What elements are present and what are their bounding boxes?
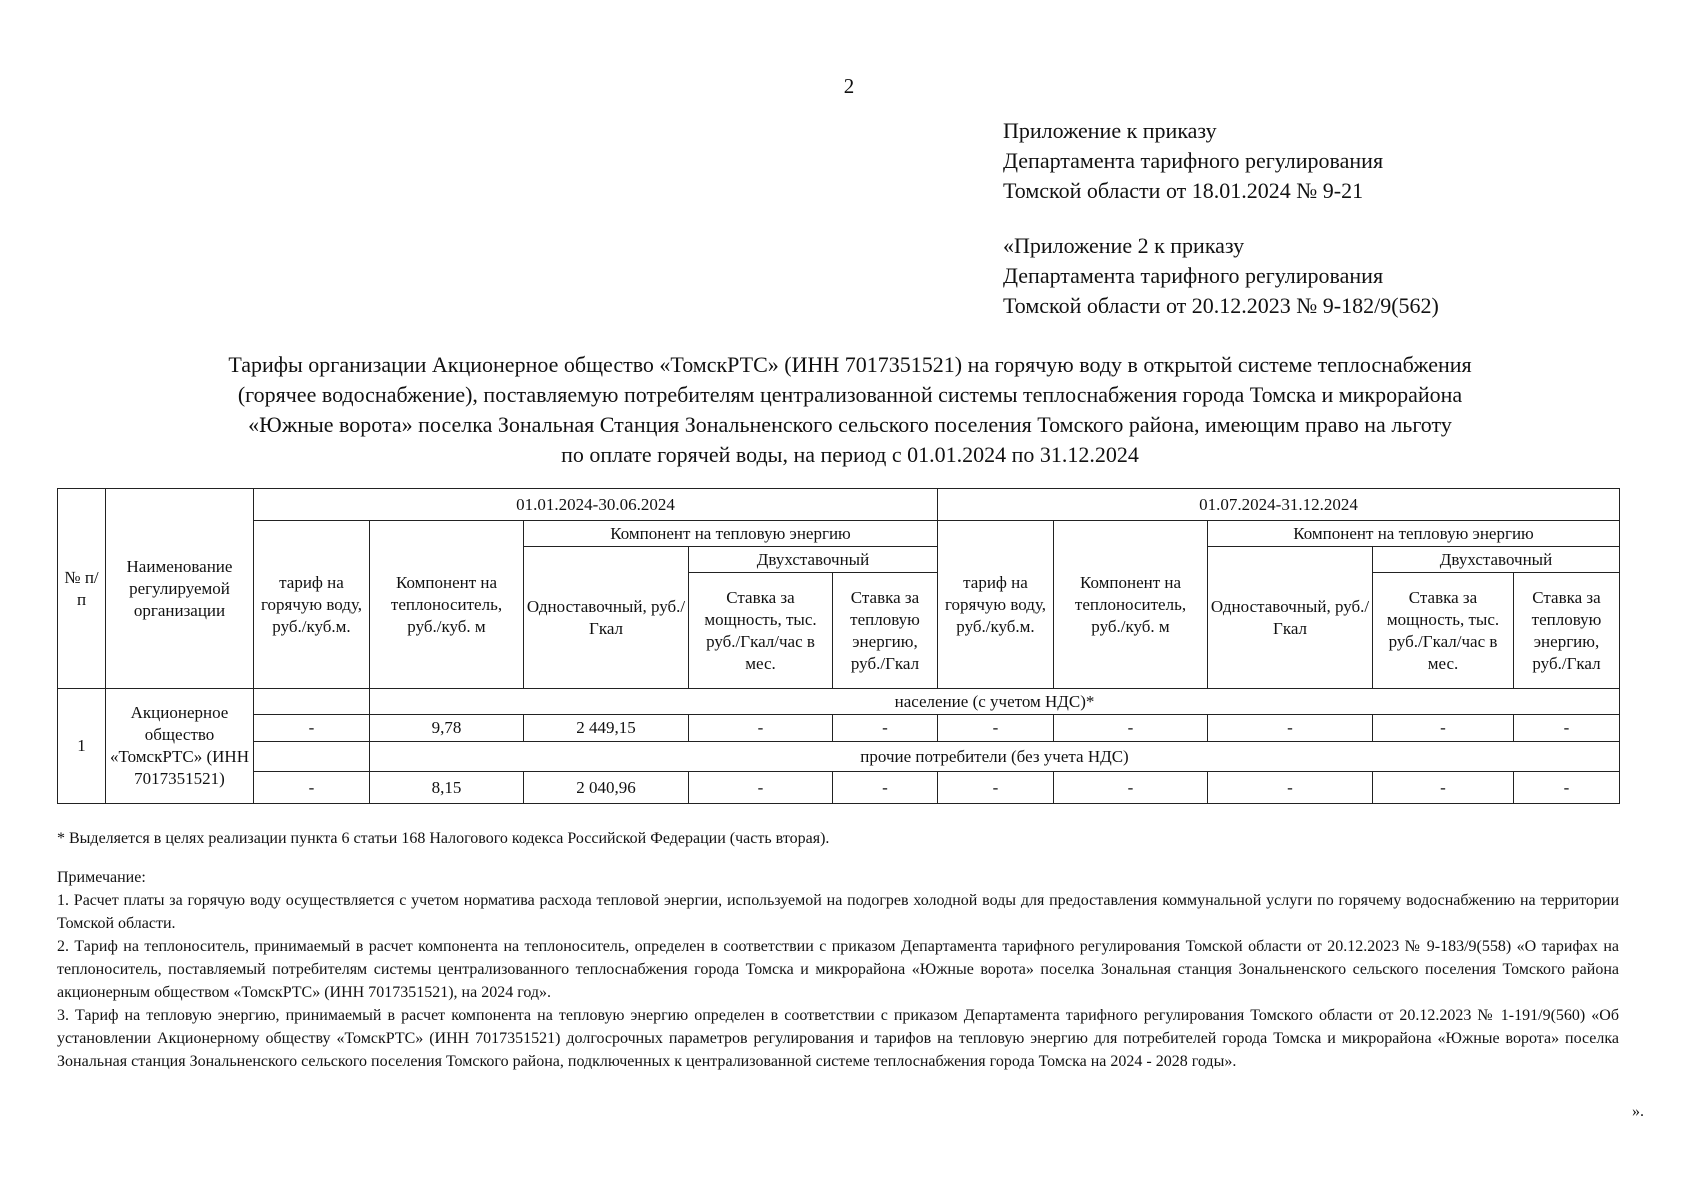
consumer-group-population: население (с учетом НДС)* — [370, 689, 1620, 715]
document-title — [60, 350, 1640, 470]
note-item: 3. Тариф на тепловую энергию, принимаемый в расчет компонента на тепловую энергию определен в соответствии с приказом Департамента тарифного регулирования Томского области от 20.12.2023 № 1-191/9(560) «Об установлении Акционерному обществу «ТомскРТС» (ИНН 7017351521) долгосрочных параметров регулирования и тарифов на тепловую энергию для потребителей города Томска и микрорайона «Южные ворота» поселка Зональная станция Зональненского сельского поселения Томского района, подключенных к централизованной системе теплоснабжения города Томска на 2024 - 2028 годы». — [57, 1007, 1619, 1070]
table-cell: - — [1373, 715, 1514, 742]
appendix-header-current — [1003, 116, 1383, 206]
table-cell: - — [254, 715, 370, 742]
table-cell: - — [1208, 715, 1373, 742]
table-cell: - — [833, 715, 938, 742]
row-number: 1 — [58, 689, 106, 804]
header-heat-component: Компонент на тепловую энергию — [524, 521, 938, 547]
table-row — [58, 715, 1620, 742]
table-cell: - — [938, 715, 1054, 742]
header-tariff: тариф на горячую воду, руб./куб.м. — [938, 521, 1054, 689]
header-two-rate: Двухставочный — [689, 547, 938, 573]
header-heat-component: Компонент на тепловую энергию — [1208, 521, 1620, 547]
header-energy-rate: Ставка за тепловую энергию, руб./Гкал — [1514, 573, 1620, 689]
table-cell: - — [1054, 715, 1208, 742]
consumer-group-other: прочие потребители (без учета НДС) — [370, 742, 1620, 772]
title-line: по оплате горячей воды, на период с 01.01.2024 по 31.12.2024 — [561, 442, 1139, 467]
title-line: (горячее водоснабжение), поставляемую потребителям централизованной системы теплоснабжения города Томска и микрорайона — [237, 382, 1463, 407]
table-cell: - — [938, 772, 1054, 804]
header-capacity-rate: Ставка за мощность, тыс. руб./Гкал/час в мес. — [1373, 573, 1514, 689]
footnote: * Выделяется в целях реализации пункта 6 статьи 168 Налогового кодекса Российской Федерации (часть вторая). — [57, 830, 830, 847]
appendix-line: Департамента тарифного регулирования — [1003, 148, 1384, 173]
appendix-line: «Приложение 2 к приказу — [1003, 233, 1245, 258]
notes-title: Примечание: — [57, 869, 146, 886]
header-period-2: 01.07.2024-31.12.2024 — [938, 489, 1620, 521]
header-period-1: 01.01.2024-30.06.2024 — [254, 489, 938, 521]
table-cell: 2 449,15 — [524, 715, 689, 742]
table-cell: - — [1208, 772, 1373, 804]
appendix-header-original — [1003, 231, 1439, 321]
table-cell: 9,78 — [370, 715, 524, 742]
appendix-line: Приложение к приказу — [1003, 118, 1217, 143]
table-cell: - — [1054, 772, 1208, 804]
table-cell: - — [254, 772, 370, 804]
title-line: Тарифы организации Акционерное общество «ТомскРТС» (ИНН 7017351521) на горячую воду в открытой системе теплоснабжения — [228, 352, 1472, 377]
appendix-line: Томской области от 18.01.2024 № 9-21 — [1003, 178, 1364, 203]
empty-cell — [254, 742, 370, 772]
table-cell: - — [1373, 772, 1514, 804]
header-tariff: тариф на горячую воду, руб./куб.м. — [254, 521, 370, 689]
title-line: «Южные ворота» поселка Зональная Станция Зональненского сельского поселения Томского района, имеющим право на льготу — [248, 412, 1452, 437]
header-energy-rate: Ставка за тепловую энергию, руб./Гкал — [833, 573, 938, 689]
table-cell: 2 040,96 — [524, 772, 689, 804]
header-capacity-rate: Ставка за мощность, тыс. руб./Гкал/час в мес. — [689, 573, 833, 689]
header-carrier-component: Компонент на теплоноситель, руб./куб. м — [370, 521, 524, 689]
header-organization: Наименование регулируемой организации — [106, 489, 254, 689]
header-one-rate: Одноставочный, руб./Гкал — [524, 547, 689, 689]
table-cell: - — [1514, 772, 1620, 804]
table-cell: - — [1514, 715, 1620, 742]
organization-name: Акционерное общество «ТомскРТС» (ИНН 7017351521) — [106, 689, 254, 804]
appendix-line: Томской области от 20.12.2023 № 9-182/9(562) — [1003, 293, 1439, 318]
note-item: 1. Расчет платы за горячую воду осуществляется с учетом норматива расхода тепловой энергии, используемой на подогрев холодной воды для предоставления коммунальной услуги по горячему водоснабжению на территории Томской области. — [57, 892, 1619, 932]
table-row — [58, 772, 1620, 804]
notes-section — [57, 866, 1619, 1073]
page-number: 2 — [843, 74, 855, 98]
tariff-table — [57, 488, 1620, 804]
table-cell: - — [833, 772, 938, 804]
table-cell: - — [689, 715, 833, 742]
appendix-line: Департамента тарифного регулирования — [1003, 263, 1384, 288]
header-one-rate: Одноставочный, руб./Гкал — [1208, 547, 1373, 689]
closing-quote: ». — [1632, 1103, 1644, 1120]
header-carrier-component: Компонент на теплоноситель, руб./куб. м — [1054, 521, 1208, 689]
note-item: 2. Тариф на теплоноситель, принимаемый в расчет компонента на теплоноситель, определен в соответствии с приказом Департамента тарифного регулирования Томской области от 20.12.2023 № 9-183/9(558) «О тарифах на теплоноситель, поставляемый потребителям системы централизованного теплоснабжения города Томска и микрорайона «Южные ворота» поселка Зональная станция Зональненского сельского поселения Томского района акционерным обществом «ТомскРТС» (ИНН 7017351521), на 2024 год». — [57, 938, 1619, 1001]
empty-cell — [254, 689, 370, 715]
table-cell: 8,15 — [370, 772, 524, 804]
header-number: № п/п — [58, 489, 106, 689]
table-cell: - — [689, 772, 833, 804]
header-two-rate: Двухставочный — [1373, 547, 1620, 573]
